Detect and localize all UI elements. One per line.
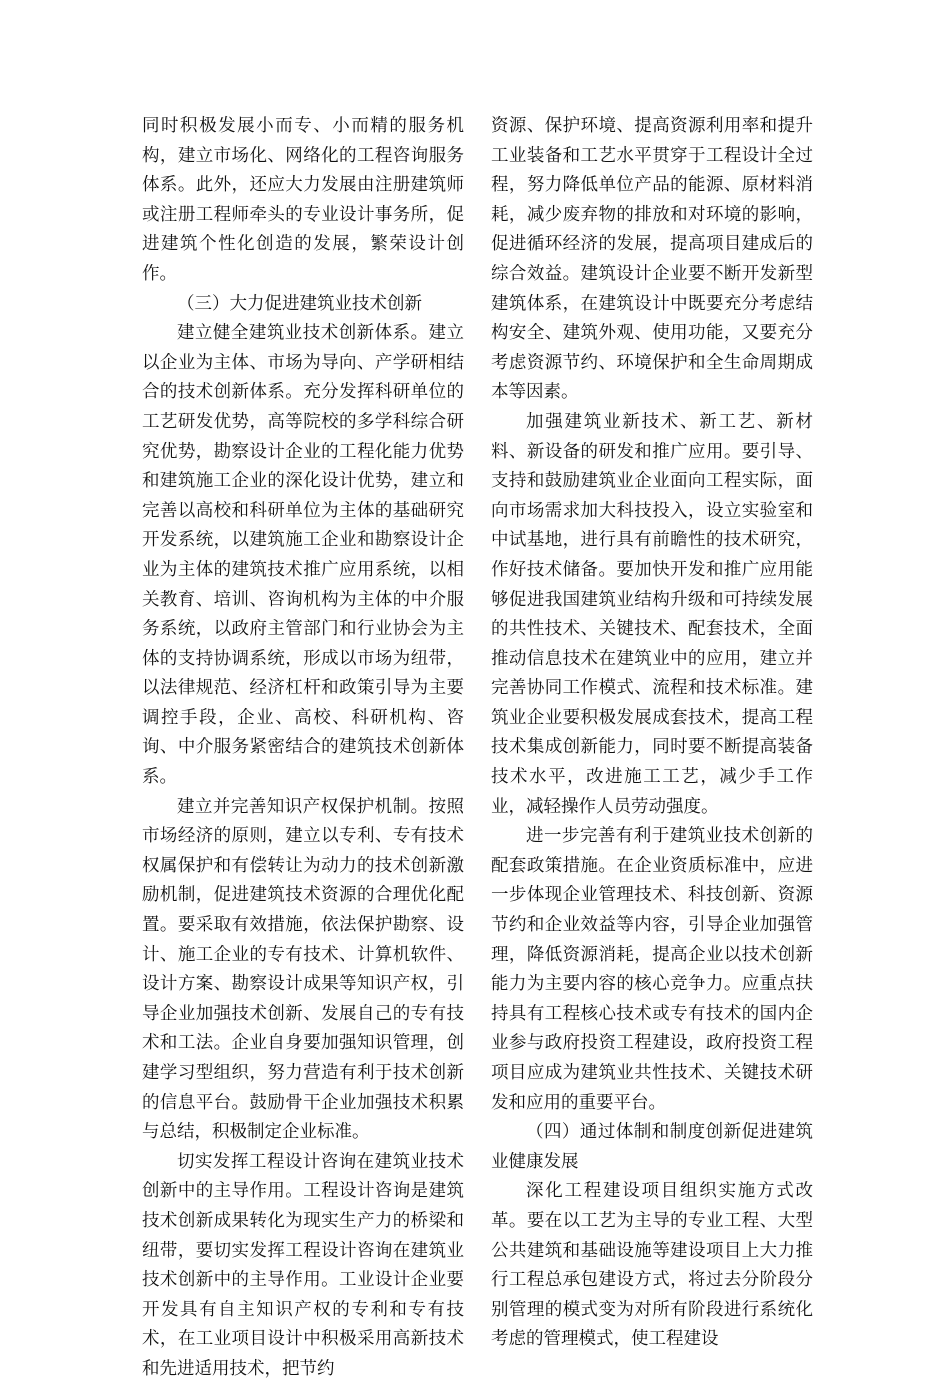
paragraph: 进一步完善有利于建筑业技术创新的配套政策措施。在企业资质标准中，应进一步体现企业管理技术、科技创新、资源节约和企业效益等内容，引导企业加强管理，降低资源消耗，提高企业以技术创新能力为主要内容的核心竞争力。应重点扶持具有工程核心技术或专有技术的国内企业参与政府投资工程建设，政府投资工程项目应成为建筑业共性技术、关键技术研发和应用的重要平台。 bbox=[491, 826, 813, 1113]
paragraph: 深化工程建设项目组织实施方式改革。要在以工艺为主导的专业工程、大型公共建筑和基础设施等建设项目上大力推行工程总承包建设方式，将过去分阶段分别管理的模式变为对所有阶段进行系统化考虑的管理模式，使工程建设 bbox=[491, 1181, 813, 1350]
paragraph: 切实发挥工程设计咨询在建筑业技术创新中的主导作用。工程设计咨询是建筑技术创新成果转化为现实生产力的桥梁和纽带，要切实发挥工程设计咨询在建筑业技术创新中的主导作用。工业设计企业要开发具有自主知识产权的专利和专有技术，在工业项目设计中积极采用高新技术和先进适用技术，把节约 bbox=[142, 1151, 464, 1379]
paragraph: 资源、保护环境、提高资源利用率和提升工业装备和工艺水平贯穿于工程设计全过程，努力降低单位产品的能源、原材料消耗，减少废弃物的排放和对环境的影响，促进循环经济的发展，提高项目建成后的综合效益。建筑设计企业要不断开发新型建筑体系，在建筑设计中既要充分考虑结构安全、建筑外观、使用功能，又要充分考虑资源节约、环境保护和全生命周期成本等因素。 bbox=[491, 116, 813, 403]
paragraph: 建立并完善知识产权保护机制。按照市场经济的原则，建立以专利、专有技术权属保护和有偿转让为动力的技术创新激励机制，促进建筑技术资源的合理优化配置。要采取有效措施，依法保护勘察、设计、施工企业的专有技术、计算机软件、设计方案、勘察设计成果等知识产权，引导企业加强技术创新、发展自己的专有技术和工法。企业自身要加强知识管理，创建学习型组织，努力营造有利于技术创新的信息平台。鼓励骨干企业加强技术积累与总结，积极制定企业标准。 bbox=[142, 796, 464, 1143]
paragraph: 加强建筑业新技术、新工艺、新材料、新设备的研发和推广应用。要引导、支持和鼓励建筑业企业面向工程实际，面向市场需求加大科技投入，设立实验室和中试基地，进行具有前瞻性的技术研究，作好技术储备。要加快开发和推广应用能够促进我国建筑业结构升级和可持续发展的共性技术、关键技术、配套技术，全面推动信息技术在建筑业中的应用，建立并完善协同工作模式、流程和技术标准。建筑业企业要积极发展成套技术，提高工程技术集成创新能力，同时要不断提高装备技术水平，改进施工工艺，减少手工作业，减轻操作人员劳动强度。 bbox=[491, 411, 813, 817]
paragraph: 同时积极发展小而专、小而精的服务机构，建立市场化、网络化的工程咨询服务体系。此外，还应大力发展由注册建筑师或注册工程师牵头的专业设计事务所，促进建筑个性化创造的发展，繁荣设计创作。 bbox=[142, 116, 464, 284]
left-column bbox=[142, 112, 464, 1385]
section-heading: （四）通过体制和制度创新促进建筑业健康发展 bbox=[491, 1122, 813, 1172]
section-heading: （三）大力促进建筑业技术创新 bbox=[177, 293, 422, 314]
paragraph: 建立健全建筑业技术创新体系。建立以企业为主体、市场为导向、产学研相结合的技术创新体系。充分发挥科研单位的工艺研发优势，高等院校的多学科综合研究优势，勘察设计企业的工程化能力优势和建筑施工企业的深化设计优势，建立和完善以高校和科研单位为主体的基础研究开发系统，以建筑施工企业和勘察设计企业为主体的建筑技术推广应用系统，以相关教育、培训、咨询机构为主体的中介服务系统，以政府主管部门和行业协会为主体的支持协调系统，形成以市场为纽带，以法律规范、经济杠杆和政策引导为主要调控手段，企业、高校、科研机构、咨询、中介服务紧密结合的建筑技术创新体系。 bbox=[142, 323, 464, 788]
right-column bbox=[491, 112, 813, 1355]
